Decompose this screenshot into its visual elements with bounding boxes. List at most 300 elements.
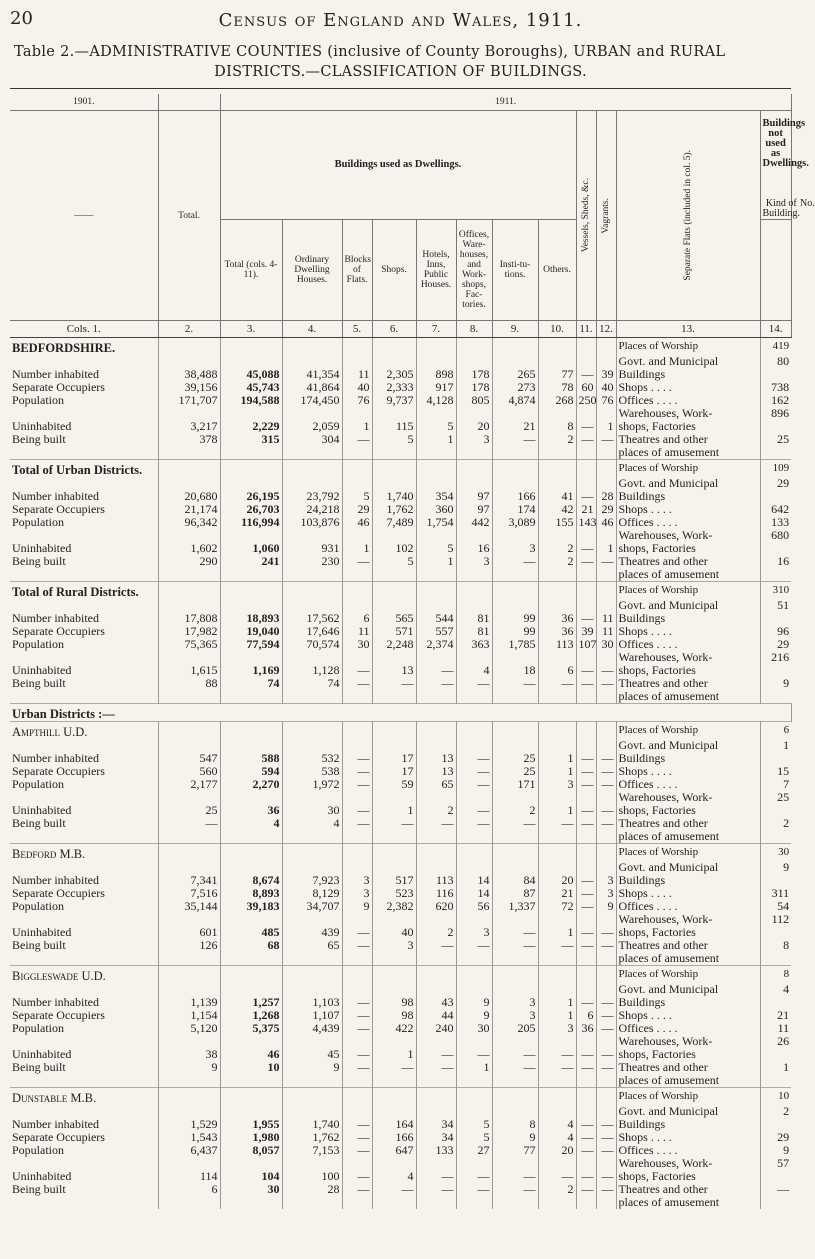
- table-cell: —: [596, 1009, 616, 1022]
- empty-cell: [282, 338, 342, 356]
- table-cell: —: [576, 926, 596, 939]
- kind-count: 311: [771, 886, 790, 900]
- table-cell: 10: [220, 1061, 282, 1074]
- table-cell: 3: [372, 939, 416, 952]
- empty-cell: [538, 1196, 576, 1209]
- kind-count: 96: [777, 624, 790, 638]
- vessels-header: Vessels, Sheds, &c.: [576, 111, 596, 321]
- kind-count: 2: [783, 1104, 790, 1118]
- table-cell: 143: [576, 516, 596, 529]
- empty-cell: [416, 722, 456, 740]
- empty-cell: [372, 1088, 416, 1106]
- empty-cell: [596, 460, 616, 478]
- table-cell: —: [576, 765, 596, 778]
- table-cell: —: [596, 778, 616, 791]
- kind-count: [760, 1196, 791, 1209]
- table-cell: —: [416, 1183, 456, 1196]
- table-cell: 18: [492, 664, 538, 677]
- table-cell: —: [492, 1061, 538, 1074]
- table-cell: —: [492, 926, 538, 939]
- empty-cell: [596, 338, 616, 356]
- empty-cell: [10, 952, 158, 966]
- table-cell: 485: [220, 926, 282, 939]
- table-cell: 422: [372, 1022, 416, 1035]
- kind-count: 896: [771, 406, 790, 420]
- kind-count: 642: [771, 502, 790, 516]
- table-cell: 3: [538, 778, 576, 791]
- row-label: Being built: [10, 1183, 158, 1196]
- spacer-row: [10, 952, 791, 966]
- spacer-row: [10, 739, 791, 752]
- empty-cell: [158, 582, 220, 600]
- table-cell: 1,337: [492, 900, 538, 913]
- empty-cell: [456, 568, 492, 582]
- empty-cell: [220, 722, 282, 740]
- table-cell: 523: [372, 887, 416, 900]
- empty-cell: [282, 830, 342, 844]
- section-name: Dunstable M.B.: [10, 1088, 158, 1106]
- empty-cell: [372, 582, 416, 600]
- table-subtitle: DISTRICTS.—CLASSIFICATION OF BUILDINGS.: [214, 64, 587, 80]
- table-cell: —: [596, 926, 616, 939]
- spacer-row: [10, 568, 791, 582]
- table-cell: —: [342, 996, 372, 1009]
- table-cell: 1,740: [372, 490, 416, 503]
- table-cell: 74: [220, 677, 282, 690]
- table-cell: 11: [342, 368, 372, 381]
- empty-cell: [576, 460, 596, 478]
- empty-cell: [282, 460, 342, 478]
- table-cell: 3: [456, 926, 492, 939]
- table-cell: —: [342, 1118, 372, 1131]
- empty-cell: [158, 690, 220, 704]
- table-cell: 41: [538, 490, 576, 503]
- table-cell: —: [576, 555, 596, 568]
- column-number: 13.: [616, 321, 760, 338]
- kind-count: 216: [771, 650, 790, 664]
- empty-cell: [456, 952, 492, 966]
- table-cell: 354: [416, 490, 456, 503]
- empty-cell: [456, 460, 492, 478]
- empty-cell: [416, 966, 456, 984]
- empty-cell: [342, 1088, 372, 1106]
- empty-cell: [538, 460, 576, 478]
- table-cell: 3: [456, 555, 492, 568]
- table-cell: —: [342, 677, 372, 690]
- table-cell: —: [596, 939, 616, 952]
- table-cell: 1: [538, 752, 576, 765]
- table-cell: 565: [372, 612, 416, 625]
- kind-count: 738: [771, 380, 790, 394]
- table-cell: 39,183: [220, 900, 282, 913]
- kind-of-building: Buildings: [616, 1118, 760, 1131]
- empty-cell: [220, 690, 282, 704]
- table-cell: —: [538, 1061, 576, 1074]
- kind-of-building: Warehouses, Work-: [616, 407, 760, 420]
- table-cell: 538: [282, 765, 342, 778]
- empty-cell: [416, 582, 456, 600]
- kind-of-building: Offices . . . .: [616, 1144, 760, 1157]
- table-cell: 378: [158, 433, 220, 446]
- table-cell: 41,354: [282, 368, 342, 381]
- table-cell: 8,674: [220, 874, 282, 887]
- kind-count: 109: [760, 460, 791, 478]
- table-cell: —: [576, 752, 596, 765]
- empty-cell: [372, 966, 416, 984]
- kind-count: 112: [771, 912, 790, 926]
- table-cell: 171,707: [158, 394, 220, 407]
- kind-count: 6: [760, 722, 791, 740]
- table-cell: 13: [416, 765, 456, 778]
- institutions-header: Insti-tu-tions.: [492, 220, 538, 321]
- empty-cell: [538, 722, 576, 740]
- table-cell: 1,543: [158, 1131, 220, 1144]
- kind-count: [760, 1074, 791, 1088]
- table-cell: 3: [538, 1022, 576, 1035]
- empty-cell: [342, 446, 372, 460]
- kind-count: 162: [771, 393, 790, 407]
- empty-cell: [282, 1196, 342, 1209]
- table-cell: —: [456, 939, 492, 952]
- empty-cell: [456, 966, 492, 984]
- row-label: Number inhabited: [10, 996, 158, 1009]
- empty-cell: [538, 952, 576, 966]
- empty-cell: [342, 568, 372, 582]
- table-cell: 21: [538, 887, 576, 900]
- table-cell: —: [576, 1131, 596, 1144]
- table-cell: —: [492, 555, 538, 568]
- empty-cell: [492, 582, 538, 600]
- table-cell: 76: [342, 394, 372, 407]
- table-cell: 39: [596, 368, 616, 381]
- empty-cell: [596, 966, 616, 984]
- table-cell: —: [576, 1183, 596, 1196]
- empty-cell: [342, 844, 372, 862]
- empty-cell: [576, 830, 596, 844]
- table-cell: 46: [342, 516, 372, 529]
- table-cell: 1,107: [282, 1009, 342, 1022]
- table-cell: 2: [416, 804, 456, 817]
- empty-cell: [576, 1074, 596, 1088]
- empty-cell: [10, 446, 158, 460]
- table-cell: 2: [492, 804, 538, 817]
- empty-cell: [538, 1088, 576, 1106]
- table-cell: —: [416, 1061, 456, 1074]
- table-cell: 241: [220, 555, 282, 568]
- empty-cell: [342, 690, 372, 704]
- buildings-table: [10, 94, 815, 1244]
- kind-of-building: Buildings: [616, 874, 760, 887]
- empty-cell: [220, 844, 282, 862]
- table-cell: 24,218: [282, 503, 342, 516]
- kind-of-building: Buildings: [616, 752, 760, 765]
- table-cell: 601: [158, 926, 220, 939]
- empty-cell: [538, 1074, 576, 1088]
- table-cell: 898: [416, 368, 456, 381]
- table-cell: 4: [538, 1118, 576, 1131]
- row-label: Population: [10, 516, 158, 529]
- kind-of-building: Offices . . . .: [616, 516, 760, 529]
- table-cell: —: [342, 778, 372, 791]
- empty-cell: [576, 568, 596, 582]
- table-cell: 8: [492, 1118, 538, 1131]
- table-cell: 114: [158, 1170, 220, 1183]
- table-cell: —: [576, 887, 596, 900]
- table-cell: 1: [342, 542, 372, 555]
- table-cell: 39: [576, 625, 596, 638]
- kind-of-building: Offices . . . .: [616, 900, 760, 913]
- table-cell: 1: [538, 804, 576, 817]
- kind-of-building: Places of Worship: [616, 844, 760, 862]
- kind-count: [760, 690, 791, 704]
- year-1901-header: 1901.: [10, 94, 158, 111]
- table-cell: 8,057: [220, 1144, 282, 1157]
- table-cell: 17,646: [282, 625, 342, 638]
- table-cell: 3: [492, 1009, 538, 1022]
- empty-cell: [492, 1196, 538, 1209]
- empty-cell: [456, 1196, 492, 1209]
- empty-cell: [456, 830, 492, 844]
- kind-count: 29: [777, 1130, 790, 1144]
- year-1911-header: 1911.: [220, 94, 791, 111]
- table-cell: 1: [538, 765, 576, 778]
- empty-cell: [158, 446, 220, 460]
- kind-of-building: Warehouses, Work-: [616, 651, 760, 664]
- table-cell: —: [538, 1048, 576, 1061]
- table-cell: 36: [538, 612, 576, 625]
- table-cell: 35,144: [158, 900, 220, 913]
- table-cell: 2,248: [372, 638, 416, 651]
- empty-cell: [596, 446, 616, 460]
- table-cell: 13: [416, 752, 456, 765]
- empty-cell: [596, 690, 616, 704]
- spacer-row: [10, 446, 791, 460]
- row-label: Population: [10, 900, 158, 913]
- row-label: Uninhabited: [10, 542, 158, 555]
- table-cell: 178: [456, 368, 492, 381]
- table-cell: 155: [538, 516, 576, 529]
- kind-of-building: Govt. and Municipal: [616, 1105, 760, 1118]
- table-cell: —: [576, 874, 596, 887]
- table-cell: 4: [456, 664, 492, 677]
- section-header-row: [10, 460, 791, 478]
- kind-of-building: Offices . . . .: [616, 638, 760, 651]
- table-cell: —: [596, 433, 616, 446]
- table-cell: —: [576, 900, 596, 913]
- table-cell: 2,374: [416, 638, 456, 651]
- kind-of-building: Shops . . . .: [616, 503, 760, 516]
- table-cell: 29: [596, 503, 616, 516]
- empty-cell: [158, 830, 220, 844]
- table-cell: 45,743: [220, 381, 282, 394]
- section-name: Total of Rural Districts.: [10, 582, 158, 600]
- kind-of-building: Buildings: [616, 368, 760, 381]
- row-label: Population: [10, 1144, 158, 1157]
- table-cell: 26,703: [220, 503, 282, 516]
- kind-of-building: Places of Worship: [616, 722, 760, 740]
- table-cell: 126: [158, 939, 220, 952]
- empty-cell: [220, 952, 282, 966]
- kind-of-building: Offices . . . .: [616, 394, 760, 407]
- used-dwellings-header: Buildings used as Dwellings.: [220, 111, 576, 220]
- table-cell: 1,257: [220, 996, 282, 1009]
- table-cell: 102: [372, 542, 416, 555]
- table-cell: 60: [576, 381, 596, 394]
- table-cell: 4,128: [416, 394, 456, 407]
- column-number: 6.: [372, 321, 416, 338]
- row-label: Being built: [10, 939, 158, 952]
- empty-cell: [282, 952, 342, 966]
- column-number: 8.: [456, 321, 492, 338]
- kind-of-building: Buildings: [616, 490, 760, 503]
- table-cell: 1,754: [416, 516, 456, 529]
- table-cell: 30: [596, 638, 616, 651]
- table-cell: 20: [456, 420, 492, 433]
- table-cell: 9,737: [372, 394, 416, 407]
- table-cell: 20: [538, 1144, 576, 1157]
- table-cell: 2,305: [372, 368, 416, 381]
- section-name: Bedford M.B.: [10, 844, 158, 862]
- table-cell: 5: [342, 490, 372, 503]
- table-cell: —: [576, 433, 596, 446]
- table-cell: 3: [342, 874, 372, 887]
- kind-count: 57: [777, 1156, 790, 1170]
- empty-cell: [492, 844, 538, 862]
- table-cell: 88: [158, 677, 220, 690]
- table-cell: 1: [596, 542, 616, 555]
- table-cell: 34,707: [282, 900, 342, 913]
- table-cell: —: [492, 1170, 538, 1183]
- hotels-header: Hotels, Inns, Public Houses.: [416, 220, 456, 321]
- section-header-row: [10, 966, 791, 984]
- table-cell: 36: [220, 804, 282, 817]
- empty-cell: [372, 1196, 416, 1209]
- table-row: [10, 752, 791, 765]
- kind-of-building: Theatres and other: [616, 677, 760, 690]
- empty-cell: [596, 1088, 616, 1106]
- empty-cell: [372, 830, 416, 844]
- table-cell: 2,333: [372, 381, 416, 394]
- kind-of-building: Warehouses, Work-: [616, 1035, 760, 1048]
- empty-cell: [492, 460, 538, 478]
- empty-cell: [576, 952, 596, 966]
- page-number: 20: [10, 8, 33, 29]
- table-cell: 30: [282, 804, 342, 817]
- table-cell: —: [576, 677, 596, 690]
- table-cell: 560: [158, 765, 220, 778]
- table-cell: 4: [538, 1131, 576, 1144]
- column-number: 9.: [492, 321, 538, 338]
- table-cell: 98: [372, 1009, 416, 1022]
- table-cell: 290: [158, 555, 220, 568]
- table-cell: —: [596, 1183, 616, 1196]
- table-cell: 620: [416, 900, 456, 913]
- empty-cell: [538, 844, 576, 862]
- table-cell: 43: [416, 996, 456, 1009]
- shops-header: Shops.: [372, 220, 416, 321]
- table-cell: 174,450: [282, 394, 342, 407]
- table-cell: 115: [372, 420, 416, 433]
- table-cell: 1,154: [158, 1009, 220, 1022]
- empty-cell: [282, 844, 342, 862]
- table-cell: 45: [282, 1048, 342, 1061]
- table-cell: 1,785: [492, 638, 538, 651]
- kind-blank: [760, 220, 791, 321]
- table-cell: 46: [596, 516, 616, 529]
- table-cell: 1: [538, 996, 576, 1009]
- table-cell: —: [538, 817, 576, 830]
- table-cell: 1,955: [220, 1118, 282, 1131]
- empty-cell: [342, 830, 372, 844]
- table-cell: 265: [492, 368, 538, 381]
- kind-of-building: Buildings: [616, 996, 760, 1009]
- empty-cell: [538, 830, 576, 844]
- table-cell: 1,972: [282, 778, 342, 791]
- table-cell: 72: [538, 900, 576, 913]
- kind-of-building: Theatres and other: [616, 433, 760, 446]
- table-cell: —: [576, 1061, 596, 1074]
- total-1901-header: Total.: [158, 111, 220, 321]
- empty-cell: [576, 338, 596, 356]
- section-name: Biggleswade U.D.: [10, 966, 158, 984]
- table-cell: 26,195: [220, 490, 282, 503]
- table-cell: 3: [492, 542, 538, 555]
- empty-cell: [10, 1196, 158, 1209]
- kind-count: 2: [783, 816, 790, 830]
- empty-cell: [372, 1074, 416, 1088]
- table-cell: 178: [456, 381, 492, 394]
- table-cell: 164: [372, 1118, 416, 1131]
- kind-of-building: places of amusement: [616, 1074, 760, 1088]
- empty-cell: [372, 338, 416, 356]
- row-label: Being built: [10, 677, 158, 690]
- empty-cell: [416, 568, 456, 582]
- table-cell: 7,153: [282, 1144, 342, 1157]
- table-cell: 65: [282, 939, 342, 952]
- section-header-row: [10, 844, 791, 862]
- kind-of-building: Offices . . . .: [616, 778, 760, 791]
- kind-count: 10: [760, 1088, 791, 1106]
- table-cell: 1,139: [158, 996, 220, 1009]
- empty-cell: [538, 568, 576, 582]
- kind-count: 9: [783, 676, 790, 690]
- table-cell: 27: [456, 1144, 492, 1157]
- kind-count: 9: [783, 860, 790, 874]
- table-cell: 8,893: [220, 887, 282, 900]
- table-cell: 1,128: [282, 664, 342, 677]
- table-cell: —: [342, 664, 372, 677]
- table-cell: 1,529: [158, 1118, 220, 1131]
- table-cell: 113: [538, 638, 576, 651]
- table-cell: 133: [416, 1144, 456, 1157]
- empty-cell: [372, 844, 416, 862]
- empty-cell: [282, 582, 342, 600]
- table-cell: —: [456, 817, 492, 830]
- empty-cell: [456, 446, 492, 460]
- table-cell: 5: [416, 542, 456, 555]
- table-cell: 5: [456, 1131, 492, 1144]
- table-cell: 557: [416, 625, 456, 638]
- column-number: 7.: [416, 321, 456, 338]
- table-cell: —: [538, 939, 576, 952]
- kind-of-building: shops, Factories: [616, 664, 760, 677]
- table-cell: 59: [372, 778, 416, 791]
- empty-cell: [596, 830, 616, 844]
- table-cell: 2: [538, 542, 576, 555]
- table-cell: 39,156: [158, 381, 220, 394]
- table-cell: 2: [416, 926, 456, 939]
- table-cell: 1: [538, 926, 576, 939]
